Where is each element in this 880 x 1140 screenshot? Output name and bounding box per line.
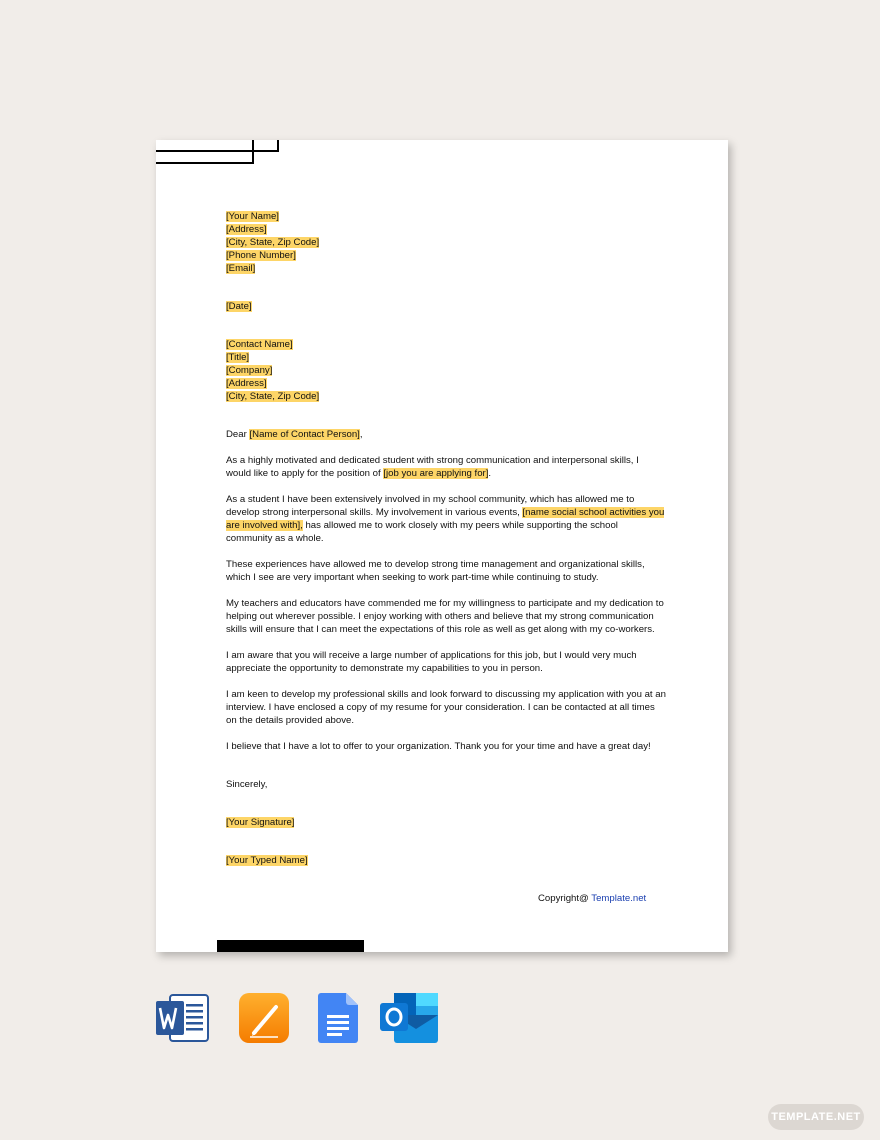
paragraph-2: As a student I have been extensively involved in my school community, which has allowed me to develop strong interpersonal skills. My involvement in various events, [name social school activities you are involved with], has allowed me to work closely with my peers while supporting the school community as a whole. [226,494,665,544]
google-docs-icon[interactable] [318,993,358,1048]
pages-icon[interactable] [238,993,290,1048]
sender-city: [City, State, Zip Code] [226,237,320,248]
job-placeholder: [job you are applying for] [383,468,489,479]
signature-line [226,816,666,829]
date-line [226,300,666,313]
template-link[interactable]: Template.net [591,893,647,904]
date: [Date] [226,301,252,312]
paragraph-3: These experiences have allowed me to develop strong time management and organizational skills, which I see are very important when seeking to work part-time while continuing to study. [226,559,645,583]
sender-block [226,210,666,275]
footer-bar [217,940,364,952]
paragraph-7: I believe that I have a lot to offer to your organization. Thank you for your time and have a great day! [226,741,651,752]
sender-address: [Address] [226,224,267,235]
paragraph-1: As a highly motivated and dedicated student with strong communication and interpersonal skills, I would like to apply for the position of [job you are applying for]. [226,455,639,479]
recipient-block [226,338,666,403]
paragraph-4: My teachers and educators have commended me for my willingness to participate and my dedication to helping out wherever possible. I enjoy working with others and believe that my strong communication skills will ensure that I can meet the expectations of this role as well as get along with my co-workers. [226,598,664,635]
sender-name: [Your Name] [226,211,279,222]
outlook-icon[interactable] [380,993,440,1048]
document-page [156,140,728,952]
recipient-company: [Company] [226,365,273,376]
paragraph-6: I am keen to develop my professional skills and look forward to discussing my application with you at an interview. I have enclosed a copy of my resume for your consideration. I can be contacted at all times on the details provided above. [226,689,666,726]
recipient-address: [Address] [226,378,267,389]
recipient-name: [Contact Name] [226,339,293,350]
recipient-title: [Title] [226,352,250,363]
sender-phone: [Phone Number] [226,250,296,261]
letter-body [226,210,666,867]
salutation-name: [Name of Contact Person] [249,429,360,440]
closing: Sincerely, [226,779,268,790]
salutation: Dear [Name of Contact Person], [226,429,363,440]
app-icons [0,993,880,1045]
word-icon[interactable] [156,993,210,1048]
sender-email: [Email] [226,263,256,274]
copyright: Copyright@ Template.net [538,893,647,904]
paragraph-5: I am aware that you will receive a large number of applications for this job, but I would very much appreciate the opportunity to demonstrate my capabilities to you in person. [226,650,637,674]
template-net-watermark: TEMPLATE.NET [768,1104,864,1130]
activities-placeholder: [name social school activities you are involved with], [226,507,665,531]
recipient-city: [City, State, Zip Code] [226,391,320,402]
signature: [Your Signature] [226,817,295,828]
typed-name-line [226,854,666,867]
typed-name: [Your Typed Name] [226,855,308,866]
